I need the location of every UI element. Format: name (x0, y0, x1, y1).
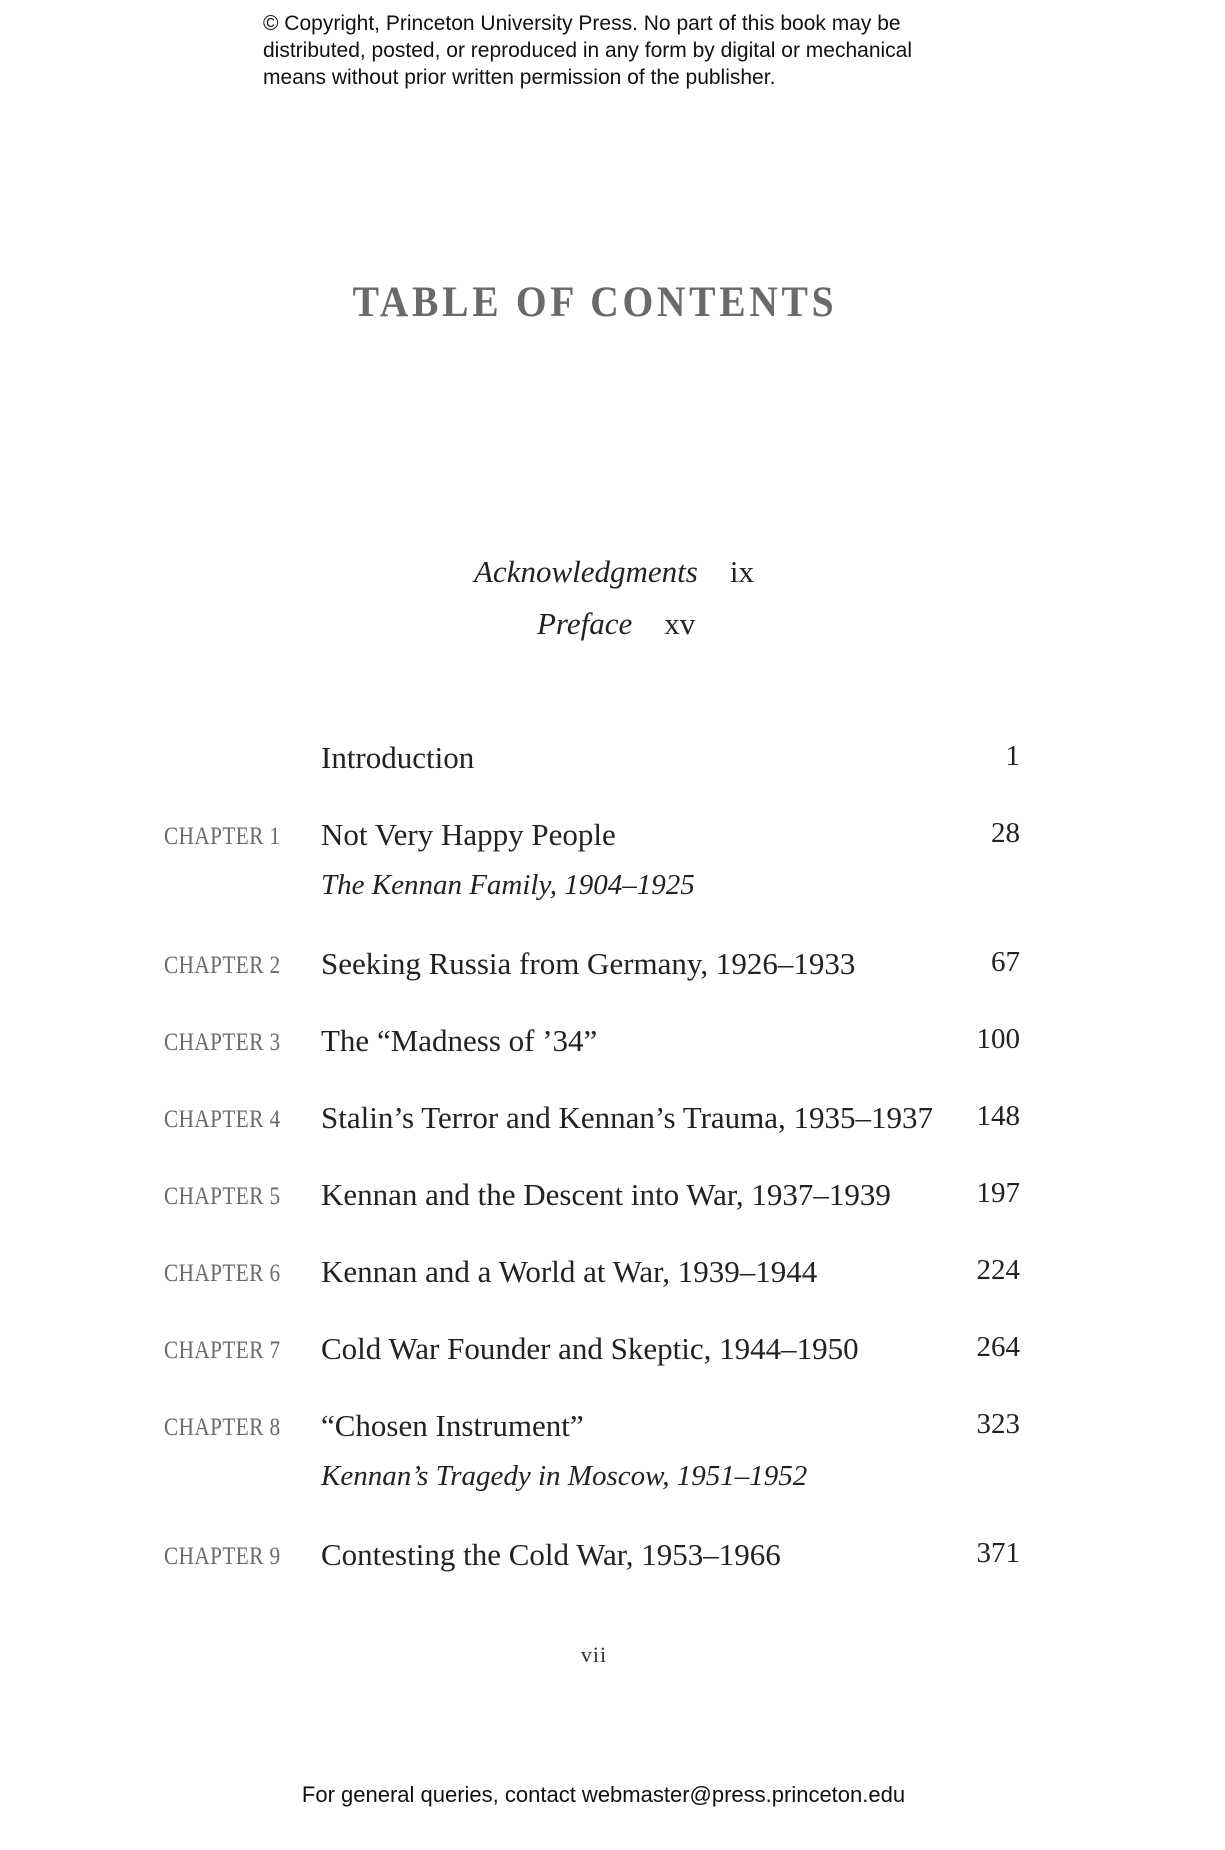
chapter-label: CHAPTER 6 (164, 1260, 281, 1287)
chapter-title: Contesting the Cold War, 1953–1966 (321, 1537, 781, 1572)
copyright-notice (263, 10, 983, 91)
chapter-page: 264 (976, 1331, 1020, 1363)
chapter-title: Introduction (321, 740, 475, 775)
chapter-title: “Chosen Instrument” (321, 1408, 584, 1443)
chapter-page: 1 (1005, 740, 1020, 772)
toc-entry-chapter-5 (0, 1177, 1225, 1217)
page-title: TABLE OF CONTENTS (352, 279, 838, 326)
page-number: vii (580, 1642, 608, 1667)
front-matter-label: Preface (537, 606, 633, 641)
chapter-page: 100 (976, 1023, 1020, 1055)
chapter-page: 323 (976, 1408, 1020, 1440)
chapter-title: Kennan and a World at War, 1939–1944 (321, 1254, 818, 1289)
chapter-title: Stalin’s Terror and Kennan’s Trauma, 1935–1937 (321, 1100, 934, 1135)
chapter-label: CHAPTER 4 (164, 1106, 281, 1133)
toc-entry-chapter-1 (0, 817, 1225, 901)
toc-entry-introduction (0, 740, 1225, 780)
front-matter-acknowledgments (474, 554, 754, 590)
chapter-title: Kennan and the Descent into War, 1937–1939 (321, 1177, 891, 1212)
front-matter-page: ix (729, 554, 754, 589)
chapter-label: CHAPTER 8 (164, 1414, 281, 1441)
chapter-page: 371 (976, 1537, 1020, 1569)
toc-entry-chapter-2 (0, 946, 1225, 986)
chapter-title: Not Very Happy People (321, 817, 616, 852)
copyright-line: means without prior written permission of the publisher. (263, 66, 776, 89)
chapter-label: CHAPTER 5 (164, 1183, 281, 1210)
footer-contact: For general queries, contact webmaster@press.princeton.edu (301, 1782, 906, 1807)
chapter-label: CHAPTER 1 (164, 823, 281, 850)
chapter-page: 67 (991, 946, 1020, 978)
toc-entry-chapter-7 (0, 1331, 1225, 1371)
chapter-title: The “Madness of ’34” (321, 1023, 598, 1058)
front-matter-preface (537, 606, 695, 642)
chapter-page: 197 (976, 1177, 1020, 1209)
toc-entry-chapter-4 (0, 1100, 1225, 1140)
chapter-title: Cold War Founder and Skeptic, 1944–1950 (321, 1331, 859, 1366)
toc-entry-chapter-9 (0, 1537, 1225, 1577)
chapter-label: CHAPTER 9 (164, 1543, 281, 1570)
chapter-label: CHAPTER 2 (164, 952, 281, 979)
chapter-page: 148 (976, 1100, 1020, 1132)
copyright-line: © Copyright, Princeton University Press. No part of this book may be (263, 12, 901, 35)
toc-entry-chapter-8 (0, 1408, 1225, 1492)
chapter-label: CHAPTER 7 (164, 1337, 281, 1364)
chapter-subtitle: Kennan’s Tragedy in Moscow, 1951–1952 (321, 1460, 808, 1492)
toc-entry-chapter-3 (0, 1023, 1225, 1063)
chapter-subtitle: The Kennan Family, 1904–1925 (321, 869, 695, 901)
chapter-page: 28 (991, 817, 1020, 849)
chapter-title: Seeking Russia from Germany, 1926–1933 (321, 946, 856, 981)
chapter-label: CHAPTER 3 (164, 1029, 281, 1056)
front-matter-label: Acknowledgments (474, 554, 698, 589)
front-matter-page: xv (664, 606, 696, 641)
toc-entry-chapter-6 (0, 1254, 1225, 1294)
copyright-line: distributed, posted, or reproduced in any form by digital or mechanical (263, 39, 913, 62)
chapter-page: 224 (976, 1254, 1020, 1286)
